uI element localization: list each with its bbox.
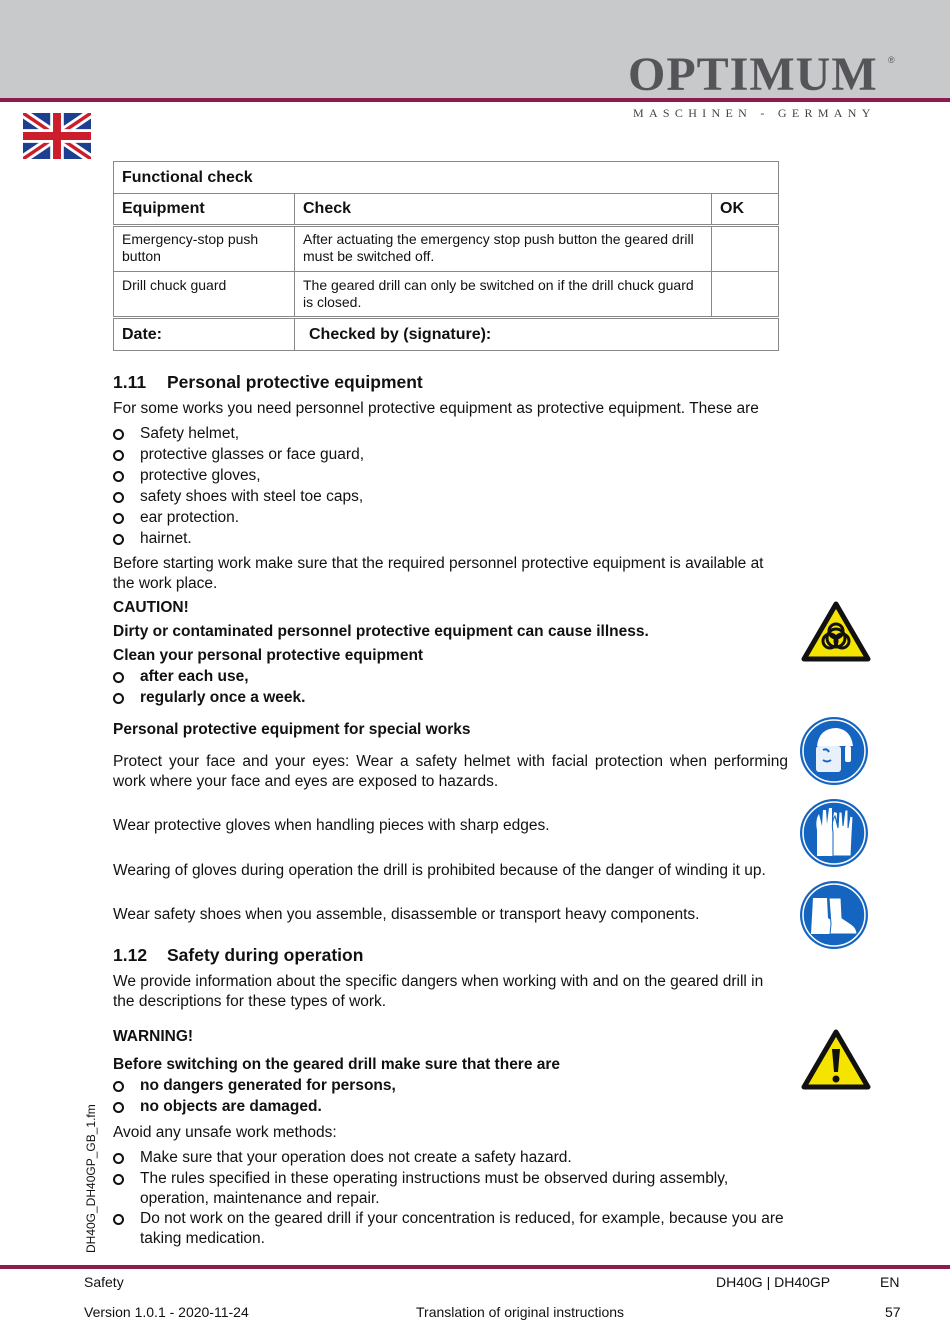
warning-icon (801, 1029, 871, 1091)
caution-text: Dirty or contaminated personnel protective equipment can cause illness. (113, 623, 649, 640)
special-works-heading: Personal protective equipment for special works (113, 721, 471, 738)
functional-check-table (113, 161, 779, 351)
avoid-text: Avoid any unsafe work methods: (113, 1124, 337, 1141)
biohazard-icon (801, 601, 871, 662)
bullet-icon (113, 1214, 124, 1225)
column-header-ok: OK (712, 194, 779, 226)
bullet-icon (113, 471, 124, 482)
bullet-icon (113, 1081, 124, 1092)
equipment-cell: Drill chuck guard (114, 272, 295, 318)
bullet-icon (113, 1102, 124, 1113)
caution-label: CAUTION! (113, 599, 189, 616)
section-number: 1.11 (113, 372, 147, 392)
source-filename: DH40G_DH40GP_GB_1.fm (84, 1104, 98, 1253)
operation-intro: We provide information about the specific dangers when working with and on the geared drill in the descriptions for these types of work. (113, 973, 764, 1010)
bullet-icon (113, 1174, 124, 1185)
uk-flag-icon (23, 113, 91, 159)
safety-shoes-text: Wear safety shoes when you assemble, disassemble or transport heavy components. (113, 906, 700, 923)
gloves-text: Wear protective gloves when handling pieces with sharp edges. (113, 817, 550, 834)
bullet-icon (113, 1153, 124, 1164)
column-header-equipment: Equipment (114, 194, 295, 226)
page-number: 57 (885, 1304, 901, 1320)
ppe-availability: Before starting work make sure that the required personnel protective equipment is available at the work place. (113, 555, 764, 592)
equipment-cell: Emergency-stop push button (114, 226, 295, 272)
warning-label: WARNING! (113, 1028, 194, 1045)
warning-text: Before switching on the geared drill make sure that there are (113, 1056, 561, 1073)
bullet-icon (113, 693, 124, 704)
footer-divider (0, 1265, 950, 1269)
section-number: 1.12 (113, 945, 148, 965)
footer-section: Safety (84, 1274, 124, 1290)
bullet-icon (113, 492, 124, 503)
bullet-icon (113, 534, 124, 545)
checked-by-label: Checked by (signature): (295, 318, 779, 351)
ok-cell[interactable] (712, 272, 779, 318)
date-label: Date: (114, 318, 295, 351)
bullet-icon (113, 513, 124, 524)
face-protection-text: Protect your face and your eyes: Wear a safety helmet with facial protection when performing work where your face and eyes are exposed to hazards. (113, 753, 788, 790)
gloves-icon (799, 798, 869, 868)
brand-logo: OPTIMUM (628, 48, 878, 101)
section-heading-1-11 (113, 372, 423, 393)
brand-tagline: MASCHINEN - GERMANY (633, 106, 876, 120)
safety-shoes-icon (799, 880, 869, 950)
bullet-icon (113, 429, 124, 440)
footer-language: EN (880, 1274, 900, 1290)
section-heading-1-12 (113, 945, 363, 966)
column-header-check: Check (295, 194, 712, 226)
ppe-intro: For some works you need personnel protective equipment as protective equipment. These are (113, 400, 759, 417)
table-row (114, 226, 779, 272)
footer-version: Version 1.0.1 - 2020-11-24 (84, 1304, 249, 1320)
gloves-prohibited-text: Wearing of gloves during operation the drill is prohibited because of the danger of winding it up. (113, 862, 766, 879)
table-title: Functional check (114, 162, 779, 194)
bullet-icon (113, 672, 124, 683)
registered-mark: ® (888, 55, 895, 65)
footer-translation: Translation of original instructions (416, 1304, 625, 1320)
check-cell: The geared drill can only be switched on if the drill chuck guard is closed. (295, 272, 712, 318)
clean-text: Clean your personal protective equipment (113, 647, 424, 664)
table-row (114, 272, 779, 318)
section-title: Personal protective equipment (167, 372, 423, 392)
face-protection-icon (799, 716, 869, 786)
footer-models: DH40G | DH40GP (716, 1274, 831, 1290)
ok-cell[interactable] (712, 226, 779, 272)
check-cell: After actuating the emergency stop push button the geared drill must be switched off. (295, 226, 712, 272)
bullet-icon (113, 450, 124, 461)
section-title: Safety during operation (167, 945, 364, 965)
